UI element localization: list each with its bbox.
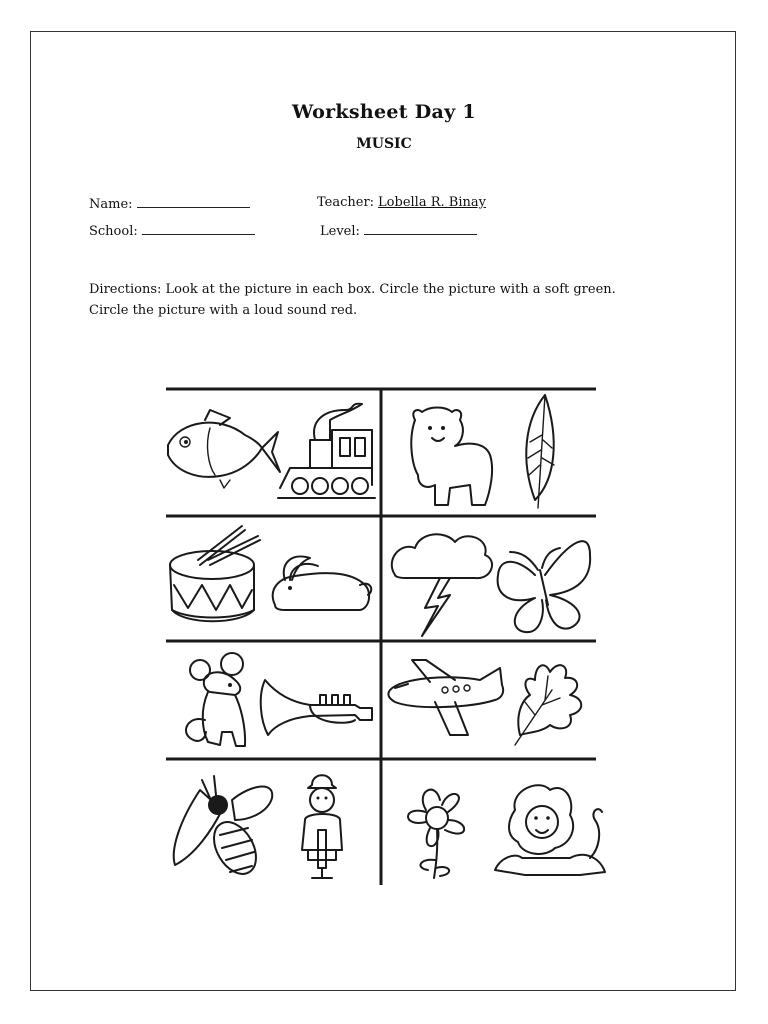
drum-icon[interactable] [170,526,260,621]
level-label: Level: [320,224,360,239]
level-blank[interactable] [364,222,477,235]
thunder-cloud-icon[interactable] [392,534,492,636]
teacher-name: Lobella R. Binay [378,195,486,210]
lion-icon[interactable] [495,785,605,875]
worksheet-subject: MUSIC [356,136,412,152]
trumpet-icon[interactable] [261,680,372,735]
flower-icon[interactable] [408,790,464,878]
train-icon[interactable] [278,404,375,498]
school-field [89,222,255,239]
bee-icon[interactable] [174,776,273,881]
level-field [320,222,477,239]
worksheet-title: Worksheet Day 1 [292,101,476,123]
directions-line-1: Directions: Look at the picture in each box. Circle the picture with a soft green. [89,282,616,297]
name-field [89,195,250,212]
directions [89,279,689,321]
picture-grid [150,380,620,890]
airplane-icon[interactable] [388,660,503,735]
fish-icon[interactable] [168,410,280,488]
feather-icon[interactable] [526,395,554,508]
rabbit-icon[interactable] [273,557,372,610]
directions-line-2: Circle the picture with a loud sound red. [89,303,358,318]
mouse-icon[interactable] [186,653,245,746]
name-blank[interactable] [137,195,250,208]
butterfly-icon[interactable] [498,541,591,632]
bear-icon[interactable] [411,408,492,506]
teacher-field [317,195,486,210]
school-blank[interactable] [142,222,255,235]
name-label: Name: [89,197,133,212]
leaf-icon[interactable] [515,665,581,745]
school-label: School: [89,224,138,239]
jackhammer-worker-icon[interactable] [302,775,342,878]
teacher-label: Teacher: [317,195,375,210]
